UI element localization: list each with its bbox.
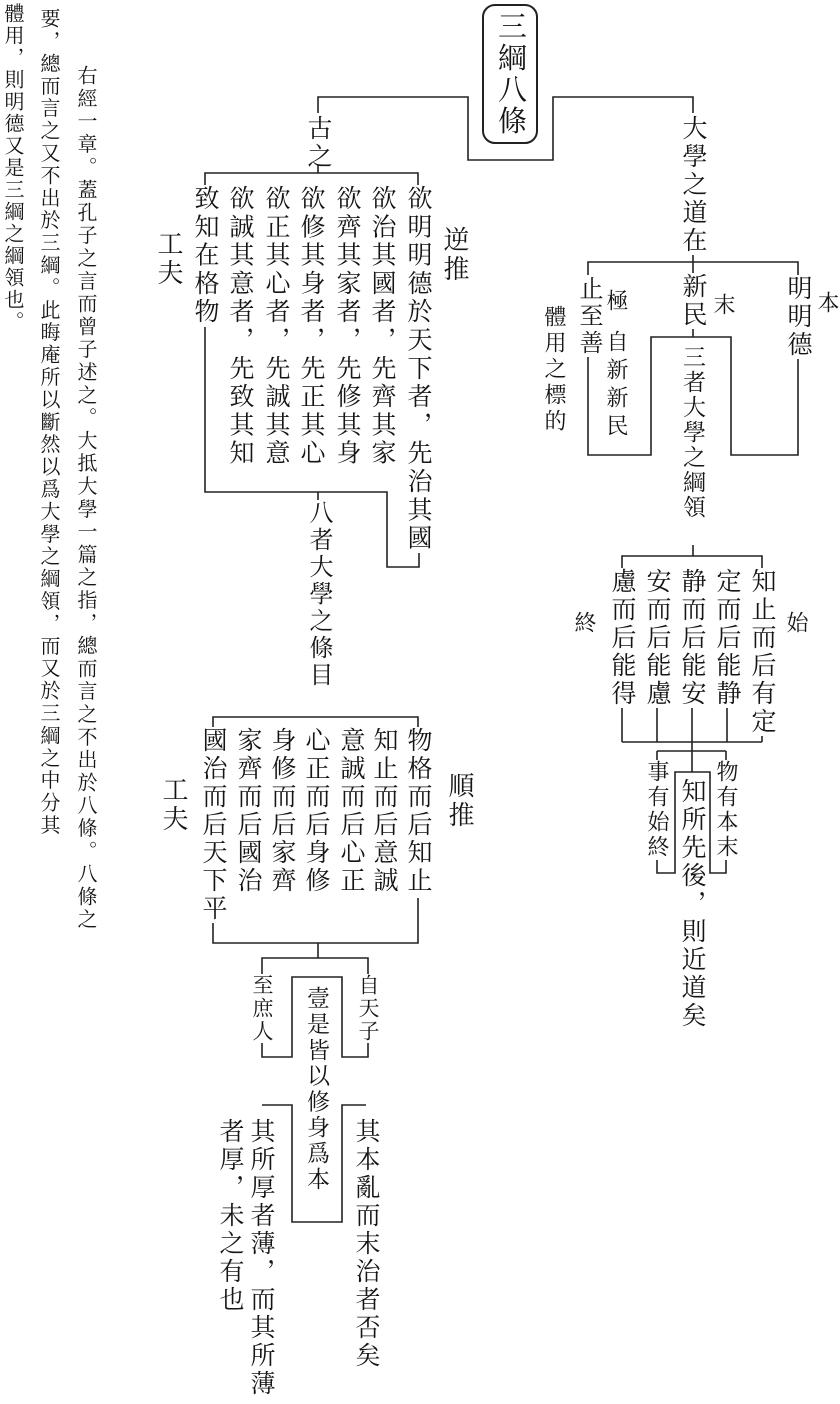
forward-seq-col-4: 心正而后身修 bbox=[302, 727, 329, 895]
node-thick-thin-b: 者厚，未之有也 bbox=[216, 1118, 243, 1314]
right-seq-col-5: 慮而后能得 bbox=[608, 568, 635, 708]
forward-seq-col-3: 意誠而后心正 bbox=[337, 727, 364, 895]
line-right-three-split bbox=[588, 255, 798, 275]
page-title: 三綱八條 bbox=[494, 11, 526, 137]
right-seq-col-2: 定而后能静 bbox=[713, 568, 740, 708]
reverse-seq-col-7: 致知在格物 bbox=[191, 185, 218, 327]
label-end: 終 bbox=[572, 611, 597, 636]
forward-seq-col-6: 家齊而后國治 bbox=[234, 727, 261, 895]
margin-note-line-3: 體用，則明德又是三綱之綱領也。 bbox=[1, 3, 23, 333]
label-root: 本 bbox=[815, 291, 840, 316]
forward-seq-col-2: 知止而后意誠 bbox=[370, 727, 397, 895]
right-seq-col-1: 知止而后有定 bbox=[748, 568, 775, 736]
node-bright-virtue: 明明德 bbox=[784, 275, 811, 359]
forward-seq-col-5: 身修而后家齊 bbox=[268, 727, 295, 895]
reverse-seq-col-5: 欲正其心者，先誠其意 bbox=[262, 185, 289, 468]
label-tip: 末 bbox=[711, 293, 736, 318]
label-effort-lower: 工夫 bbox=[159, 776, 188, 834]
line-left-forward-merge bbox=[213, 898, 418, 974]
line-right-sequence-merge bbox=[622, 708, 762, 772]
label-forward-deduction: 順推 bbox=[445, 772, 474, 830]
node-know-priorities: 知所先後， bbox=[678, 778, 705, 918]
right-seq-col-4: 安而后能慮 bbox=[643, 568, 670, 708]
right-seq-col-3: 静而后能安 bbox=[678, 568, 705, 708]
node-renew-people: 新民 bbox=[679, 273, 706, 329]
forward-seq-col-7: 國治而后天下平 bbox=[199, 727, 226, 923]
forward-seq-col-1: 物格而后知止 bbox=[404, 727, 431, 895]
label-beginning: 始 bbox=[784, 611, 809, 636]
reverse-seq-col-3: 欲齊其家者，先修其身 bbox=[333, 185, 360, 468]
label-reverse-deduction: 逆推 bbox=[440, 226, 469, 284]
node-root-disordered: 其本亂而末治者否矣 bbox=[352, 1118, 379, 1370]
node-rest-highest-good: 止至善 bbox=[575, 276, 601, 357]
node-to-common-people: 至庶人 bbox=[250, 974, 274, 1043]
left-tree-head: 古之 bbox=[304, 115, 331, 171]
node-affairs-ends: 事有始終 bbox=[645, 760, 670, 860]
node-from-son-of-heaven: 自天子 bbox=[356, 974, 380, 1043]
margin-note-line-1: 右經一章。蓋孔子之言而曾子述之。大抵大學一篇之指，總而言之不出於八條。八條之 bbox=[74, 65, 96, 932]
node-thick-thin-a: 其所厚者薄，而其所薄 bbox=[247, 1118, 274, 1398]
note-ultimate: 極 bbox=[604, 289, 629, 314]
node-cultivation-root: 壹是皆以修身爲本 bbox=[304, 986, 329, 1193]
right-tree-head: 大學之道在 bbox=[679, 115, 706, 255]
line-left-forward-split bbox=[213, 717, 418, 727]
note-substance-function: 體用之標的 bbox=[542, 305, 567, 435]
reverse-seq-col-6: 欲誠其意者，先致其知 bbox=[226, 185, 253, 468]
reverse-seq-col-4: 欲修其身者，先正其心 bbox=[297, 185, 324, 468]
node-near-the-way: 則近道矣 bbox=[678, 918, 705, 1030]
reverse-seq-col-2: 欲治其國者，先齊其家 bbox=[368, 185, 395, 468]
node-things-roots: 物有本末 bbox=[714, 760, 739, 860]
reverse-seq-col-1: 欲明明德於天下者，先治其國 bbox=[404, 185, 431, 553]
node-eight-items: 八者大學之條目 bbox=[305, 500, 331, 689]
line-right-sequence-split bbox=[622, 545, 762, 568]
node-three-principles: 三者大學之綱領 bbox=[680, 345, 705, 520]
label-effort-upper: 工夫 bbox=[154, 230, 183, 288]
margin-note-line-2: 要，總而言之又不出於三綱。此晦庵所以斷然以爲大學之綱領，而又於三綱之中分其 bbox=[37, 8, 59, 837]
note-renew: 自新新民 bbox=[604, 330, 629, 442]
